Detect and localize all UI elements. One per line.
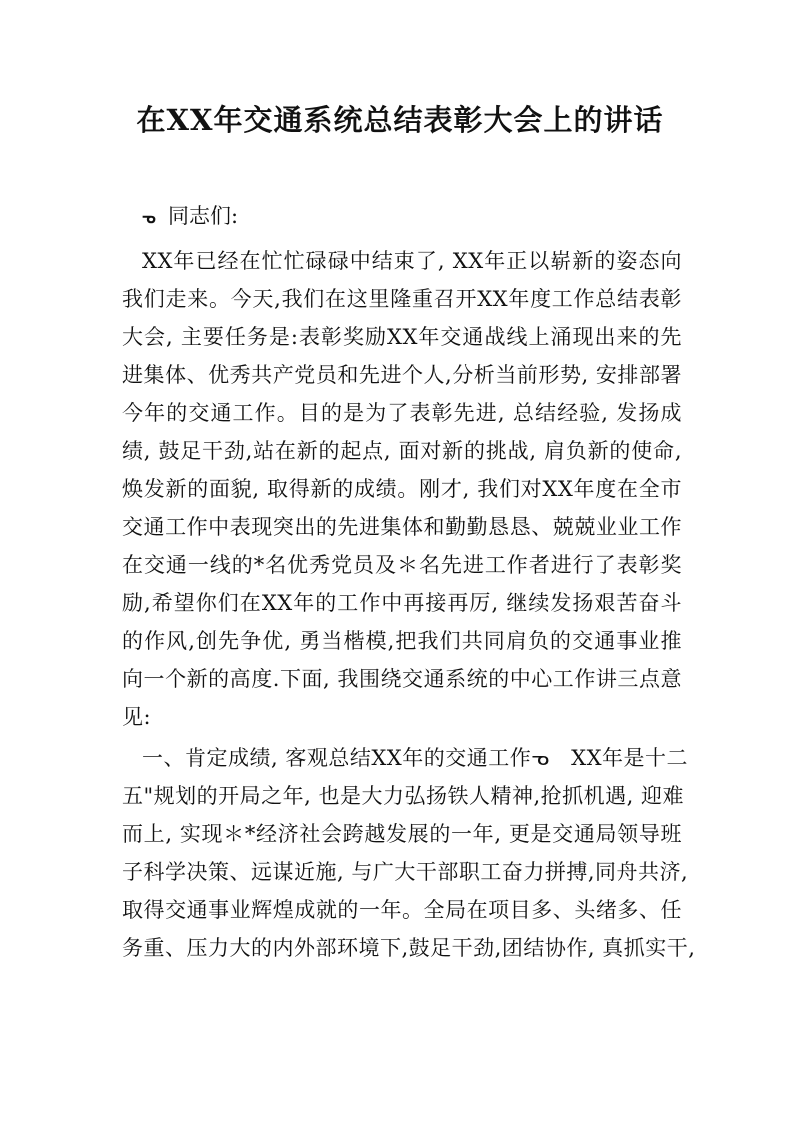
body-line: 大会, 主要任务是:表彰奖励XX年交通战线上涌现出来的先: [122, 325, 682, 349]
salutation-text: 同志们:: [168, 204, 239, 228]
body-line: XX年已经在忙忙碌碌中结束了, XX年正以崭新的姿态向: [142, 249, 682, 273]
body-line: 我们走来。今天,我们在这里隆重召开XX年度工作总结表彰: [122, 287, 682, 311]
body-line: 而上, 实现＊*经济社会跨越发展的一年, 更是交通局领导班: [122, 822, 682, 846]
body-line: 五"规划的开局之年, 也是大力弘扬铁人精神,抢抓机遇, 迎难: [122, 784, 685, 808]
document-title: 在XX年交通系统总结表彰大会上的讲话: [136, 103, 664, 137]
body-line: 在交通一线的*名优秀党员及＊名先进工作者进行了表彰奖: [122, 553, 682, 577]
body-line: 的作风,创先争优, 勇当楷模,把我们共同肩负的交通事业推: [122, 629, 682, 653]
body-line: 焕发新的面貌, 取得新的成绩。刚才, 我们对XX年度在全市: [122, 477, 682, 501]
body-line: 交通工作中表现突出的先进集体和勤勤恳恳、兢兢业业工作: [122, 515, 682, 539]
body-line: 务重、压力大的内外部环境下,鼓足干劲,团结协作, 真抓实干,: [122, 936, 696, 960]
salutation: [142, 200, 238, 230]
body-line: 向一个新的高度.下面, 我围绕交通系统的中心工作讲三点意: [122, 667, 682, 691]
body-line: 见:: [122, 705, 152, 729]
body-line: 励,希望你们在XX年的工作中再接再厉, 继续发扬艰苦奋斗: [122, 591, 682, 615]
body-line: 绩, 鼓足干劲,站在新的起点, 面对新的挑战, 肩负新的使命,: [122, 439, 682, 463]
section-heading-line: 一、肯定成绩, 客观总结XX年的交通工作ᓀ XX年是十二: [142, 746, 689, 770]
body-line: 今年的交通工作。目的是为了表彰先进, 总结经验, 发扬成: [122, 401, 682, 425]
salutation-marker: ᓀ: [142, 208, 156, 227]
body-line: 取得交通事业辉煌成就的一年。全局在项目多、头绪多、任: [122, 898, 682, 922]
body-line: 进集体、优秀共产党员和先进个人,分析当前形势, 安排部署: [122, 363, 682, 387]
body-line: 子科学决策、远谋近施, 与广大干部职工奋力拼搏,同舟共济,: [122, 860, 689, 884]
